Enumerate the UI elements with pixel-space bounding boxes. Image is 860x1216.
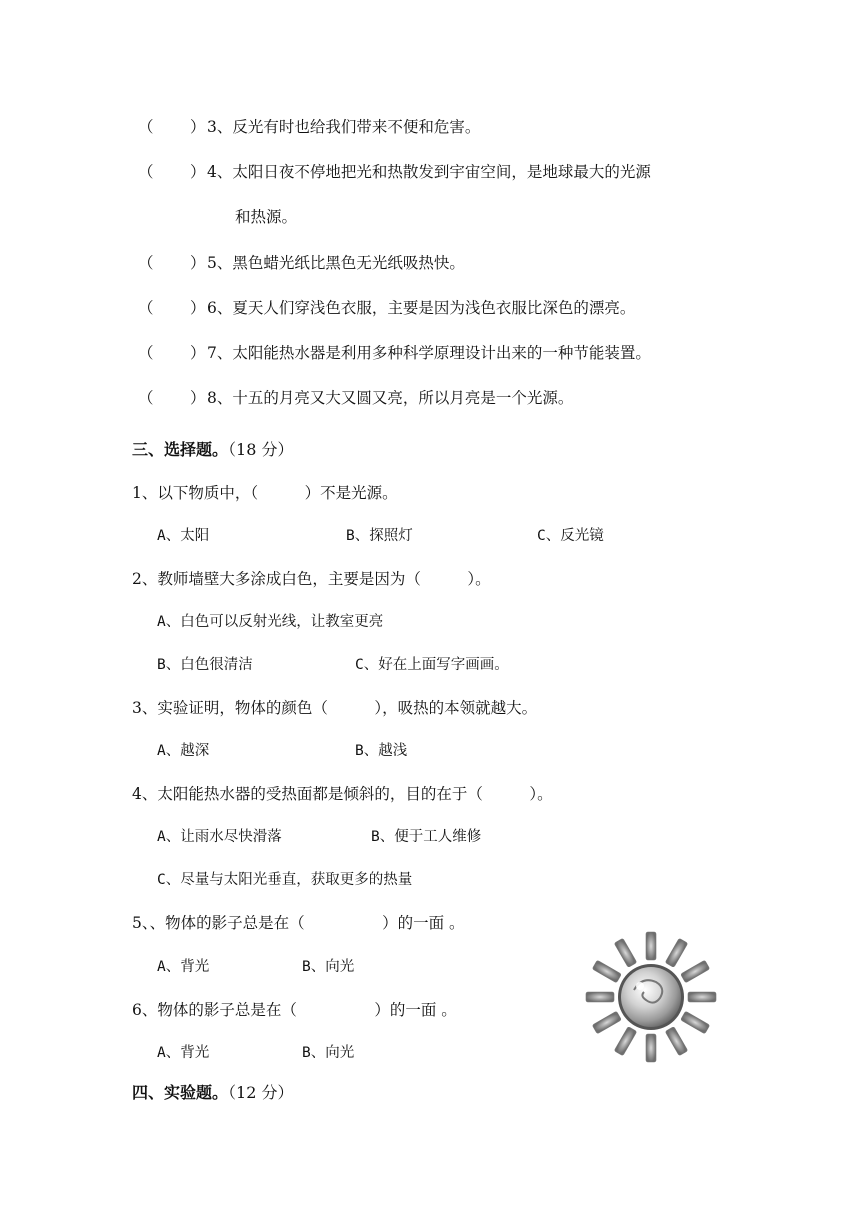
question-4-option-a: A、让雨水尽快滑落	[157, 829, 282, 845]
section-4-heading	[132, 1083, 293, 1103]
question-2-option-b: B、白色很清洁	[157, 657, 253, 673]
question-1-option-c: C、反光镜	[537, 528, 604, 544]
section-4-score: （12 分）	[228, 1083, 294, 1102]
answer-paren-open: （	[138, 254, 154, 272]
question-2-option-a: A、白色可以反射光线，让教室更亮	[157, 614, 384, 630]
question-3-option-b: B、越浅	[355, 743, 408, 759]
tf-item-6: 6、夏天人们穿浅色衣服，主要是因为浅色衣服比深色的漂亮。	[207, 299, 636, 317]
question-2-stem: 2、教师墙壁大多涂成白色，主要是因为（ ）。	[132, 570, 491, 588]
section-4-title: 四、实验题。	[132, 1083, 229, 1102]
answer-paren-close: ）	[190, 254, 206, 272]
tf-item-4-continuation: 和热源。	[235, 208, 298, 226]
tf-item-3: 3、反光有时也给我们带来不便和危害。	[207, 118, 481, 136]
answer-paren-open: （	[138, 163, 154, 181]
question-5-stem: 5、、物体的影子总是在（ ）的一面 。	[132, 914, 465, 932]
answer-paren-open: （	[138, 344, 154, 362]
section-3-score: （18 分）	[228, 440, 294, 459]
sun-icon	[584, 930, 718, 1064]
question-3-stem: 3、实验证明，物体的颜色（ ），吸热的本领就越大。	[132, 699, 538, 717]
question-4-stem: 4、太阳能热水器的受热面都是倾斜的，目的在于（ ）。	[132, 785, 553, 803]
question-3-option-a: A、越深	[157, 743, 210, 759]
question-6-option-a: A、背光	[157, 1045, 210, 1061]
question-1-option-b: B、探照灯	[346, 528, 413, 544]
tf-item-4: 4、太阳日夜不停地把光和热散发到宇宙空间，是地球最大的光源	[207, 163, 651, 181]
question-2-option-c: C、好在上面写字画画。	[355, 657, 509, 673]
answer-paren-open: （	[138, 389, 154, 407]
tf-item-5: 5、黑色蜡光纸比黑色无光纸吸热快。	[207, 254, 465, 272]
answer-paren-close: ）	[190, 118, 206, 136]
question-6-option-b: B、向光	[302, 1045, 355, 1061]
tf-item-8: 8、十五的月亮又大又圆又亮，所以月亮是一个光源。	[207, 389, 574, 407]
section-3-title: 三、选择题。	[132, 440, 229, 459]
answer-paren-close: ）	[190, 389, 206, 407]
question-5-option-b: B、向光	[302, 959, 355, 975]
section-3-heading	[132, 440, 293, 460]
question-1-option-a: A、太阳	[157, 528, 210, 544]
answer-paren-close: ）	[190, 344, 206, 362]
tf-item-7: 7、太阳能热水器是利用多种科学原理设计出来的一种节能装置。	[207, 344, 651, 362]
question-4-option-c: C、尽量与太阳光垂直，获取更多的热量	[157, 872, 413, 888]
question-5-option-a: A、背光	[157, 959, 210, 975]
question-4-option-b: B、便于工人维修	[371, 829, 482, 845]
answer-paren-open: （	[138, 299, 154, 317]
question-1-stem: 1、以下物质中，（ ）不是光源。	[132, 484, 398, 502]
answer-paren-close: ）	[190, 163, 206, 181]
answer-paren-close: ）	[190, 299, 206, 317]
question-6-stem: 6、物体的影子总是在（ ）的一面 。	[132, 1001, 457, 1019]
answer-paren-open: （	[138, 118, 154, 136]
